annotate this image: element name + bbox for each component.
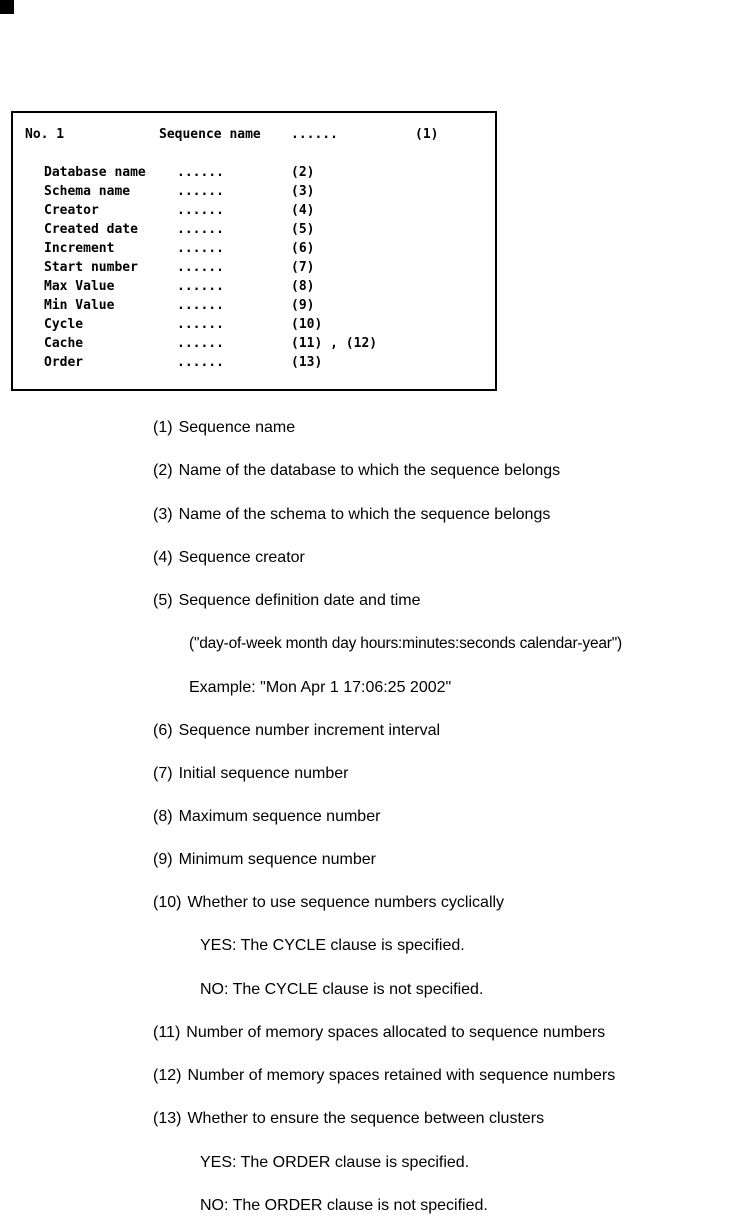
desc-item-9 <box>153 850 376 870</box>
desc-10-no: NO: The CYCLE clause is not specified. <box>200 981 484 998</box>
field-ref: (10) <box>291 317 323 332</box>
field-dots: ...... <box>177 260 224 275</box>
field-label: Start number <box>44 260 138 275</box>
field-ref: (4) <box>291 203 315 218</box>
sequence-name-ref: (1) <box>415 127 439 142</box>
field-dots: ...... <box>177 222 224 237</box>
desc-item-3 <box>153 505 550 525</box>
desc-text: Sequence creator <box>178 549 305 566</box>
desc-text: Sequence definition date and time <box>178 592 421 609</box>
desc-item-6 <box>153 721 440 741</box>
desc-text: Name of the schema to which the sequence belongs <box>178 506 551 523</box>
desc-number: (4) <box>153 549 173 566</box>
corner-marker <box>0 0 14 14</box>
desc-text: Whether to ensure the sequence between clusters <box>187 1110 545 1127</box>
desc-text: Sequence name <box>178 419 296 436</box>
desc-item-11 <box>153 1023 605 1043</box>
field-label: Max Value <box>44 279 115 294</box>
sequence-name-dots: ...... <box>291 127 338 142</box>
record-number: No. 1 <box>25 127 65 142</box>
desc-number: (2) <box>153 462 173 479</box>
desc-13-no: NO: The ORDER clause is not specified. <box>200 1197 488 1214</box>
desc-text: Maximum sequence number <box>178 808 381 825</box>
field-dots: ...... <box>177 165 224 180</box>
desc-13-yes: YES: The ORDER clause is specified. <box>200 1154 470 1171</box>
field-label: Cycle <box>44 317 84 332</box>
desc-item-8 <box>153 807 380 827</box>
desc-text: Number of memory spaces allocated to sequence numbers <box>186 1024 606 1041</box>
field-label: Schema name <box>44 184 131 199</box>
sequence-output-box <box>11 111 497 391</box>
field-dots: ...... <box>177 203 224 218</box>
field-ref: (3) <box>291 184 315 199</box>
desc-number: (8) <box>153 808 173 825</box>
field-label: Min Value <box>44 298 115 313</box>
field-label: Increment <box>44 241 115 256</box>
field-dots: ...... <box>177 279 224 294</box>
field-ref: (2) <box>291 165 315 180</box>
field-dots: ...... <box>177 355 224 370</box>
desc-number: (1) <box>153 419 173 436</box>
desc-item-1 <box>153 418 295 438</box>
field-dots: ...... <box>177 317 224 332</box>
field-label: Creator <box>44 203 99 218</box>
desc-text: Initial sequence number <box>178 765 349 782</box>
field-dots: ...... <box>177 184 224 199</box>
field-dots: ...... <box>177 241 224 256</box>
field-ref: (9) <box>291 298 315 313</box>
desc-text: Minimum sequence number <box>178 851 376 868</box>
field-ref: (7) <box>291 260 315 275</box>
field-ref: (6) <box>291 241 315 256</box>
desc-item-4 <box>153 548 305 568</box>
desc-item-13 <box>153 1109 544 1129</box>
desc-text: Whether to use sequence numbers cyclically <box>187 894 505 911</box>
desc-item-10 <box>153 893 504 913</box>
desc-number: (9) <box>153 851 173 868</box>
desc-number: (10) <box>153 894 182 911</box>
field-label: Order <box>44 355 84 370</box>
desc-number: (7) <box>153 765 173 782</box>
field-dots: ...... <box>177 336 224 351</box>
desc-10-yes: YES: The CYCLE clause is specified. <box>200 937 465 954</box>
field-dots: ...... <box>177 298 224 313</box>
desc-number: (12) <box>153 1067 182 1084</box>
desc-text: Sequence number increment interval <box>178 722 441 739</box>
desc-text: Number of memory spaces retained with sequence numbers <box>187 1067 616 1084</box>
desc-number: (11) <box>153 1024 181 1041</box>
desc-number: (6) <box>153 722 173 739</box>
desc-text: Name of the database to which the sequence belongs <box>178 462 561 479</box>
desc-number: (3) <box>153 506 173 523</box>
desc-item-5 <box>153 591 421 611</box>
sequence-name-label: Sequence name <box>159 127 261 142</box>
desc-item-7 <box>153 764 348 784</box>
field-ref: (5) <box>291 222 315 237</box>
field-label: Created date <box>44 222 138 237</box>
field-label: Cache <box>44 336 84 351</box>
field-ref: (13) <box>291 355 323 370</box>
desc-5-example: Example: "Mon Apr 1 17:06:25 2002" <box>189 679 452 696</box>
field-label: Database name <box>44 165 146 180</box>
field-ref: (11) , (12) <box>291 336 378 351</box>
desc-number: (13) <box>153 1110 182 1127</box>
field-ref: (8) <box>291 279 315 294</box>
desc-item-2 <box>153 461 560 481</box>
desc-item-12 <box>153 1066 615 1086</box>
desc-5-format: ("day-of-week month day hours:minutes:seconds calendar-year") <box>189 635 623 652</box>
desc-number: (5) <box>153 592 173 609</box>
